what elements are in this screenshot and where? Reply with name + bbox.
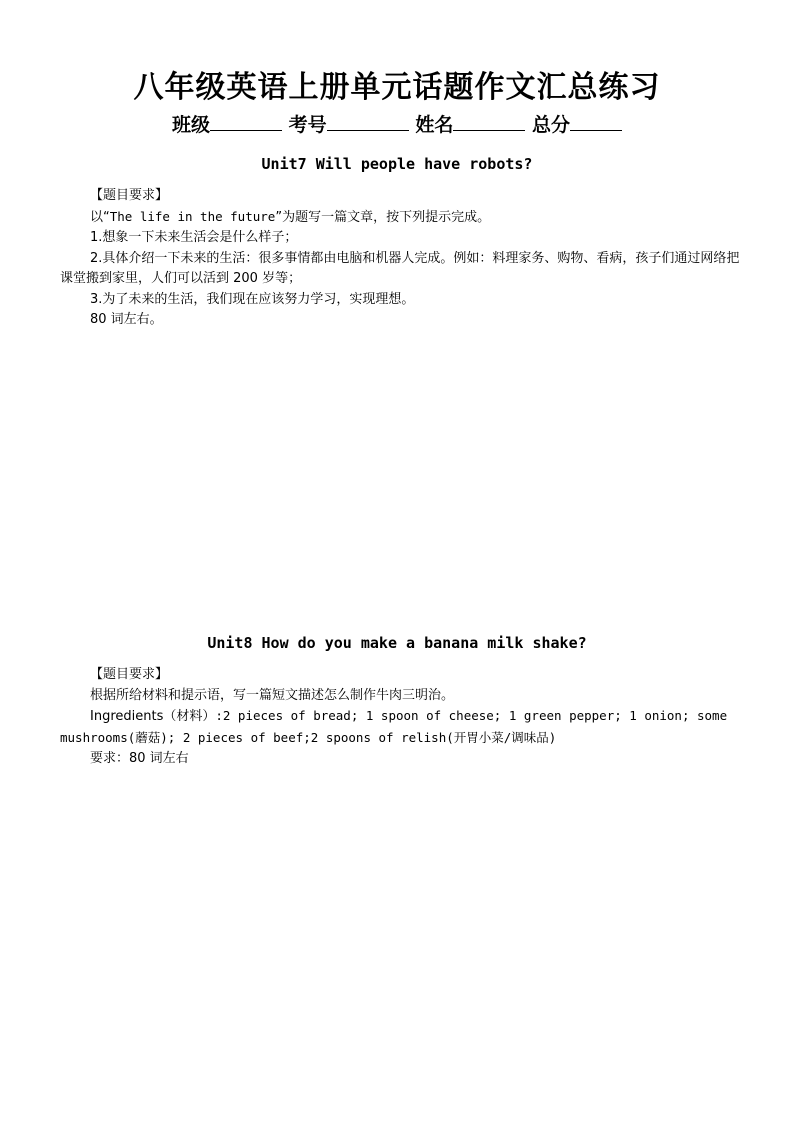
unit7-instruction: 以“The life in the future”为题写一篇文章，按下列提示完成。 xyxy=(90,208,491,225)
score-label: 总分 xyxy=(531,114,570,136)
unit8-instruction: 根据所给材料和提示语，写一篇短文描述怎么制作牛肉三明治。 xyxy=(90,687,455,703)
unit7-point-1: 1.想象一下未来生活会是什么样子； xyxy=(90,230,298,245)
unit8-heading: Unit8 How do you make a banana milk shake? xyxy=(207,634,587,652)
exam-no-label: 考号 xyxy=(288,114,327,136)
unit7-requirement-label: 【题目要求】 xyxy=(90,188,169,203)
unit8-ingredients-list: :2 pieces of bread; 1 spoon of cheese; 1 green pepper; 1 onion; some mushrooms(蘑菇); 2 pieces of beef;2 spoons of relish(开胃小菜/调味品) xyxy=(60,708,728,745)
score-blank xyxy=(570,112,622,131)
class-label: 班级 xyxy=(172,114,211,136)
exam-no-blank xyxy=(327,112,409,131)
unit7-essay-title: The life in the future xyxy=(109,208,276,224)
name-blank xyxy=(453,112,525,131)
student-info-line xyxy=(0,110,794,137)
unit8-ingredients-label: Ingredients（材料） xyxy=(90,709,216,724)
unit8-body xyxy=(60,665,740,770)
unit8-requirement: 要求：80 词左右 xyxy=(90,751,189,766)
class-blank xyxy=(210,112,282,131)
unit7-heading: Unit7 Will people have robots? xyxy=(261,155,533,173)
unit7-body xyxy=(60,186,740,331)
unit8-ingredients xyxy=(60,706,740,749)
unit7-word-count: 80 词左右。 xyxy=(90,312,163,327)
unit7-point-2: 2.具体介绍一下未来的生活：很多事情都由电脑和机器人完成。例如：料理家务、购物、看病，孩子们通过网络把课堂搬到家里，人们可以活到 200 岁等； xyxy=(60,250,740,286)
page-title: 八年级英语上册单元话题作文汇总练习 xyxy=(133,70,661,105)
unit8-requirement-label: 【题目要求】 xyxy=(90,667,169,682)
unit7-point-3: 3.为了未来的生活，我们现在应该努力学习，实现理想。 xyxy=(90,291,415,307)
name-label: 姓名 xyxy=(415,114,454,136)
